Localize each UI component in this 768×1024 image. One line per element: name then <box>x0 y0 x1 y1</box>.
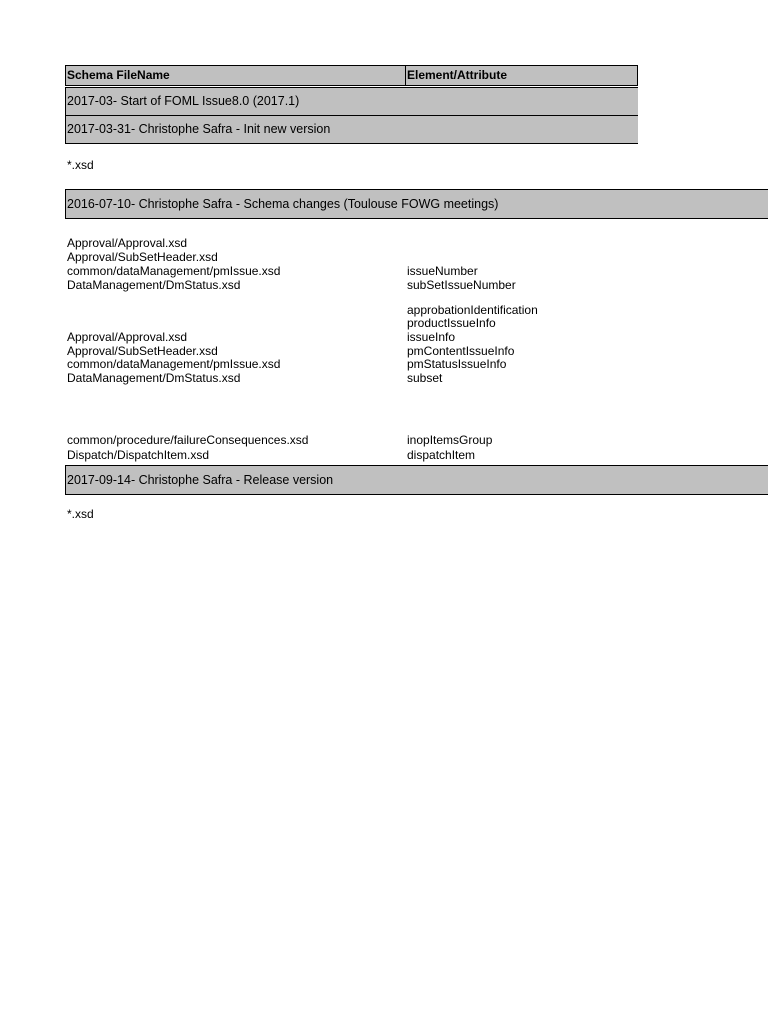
group3-element-2: dispatchItem <box>407 448 476 462</box>
group2-element-4: pmContentIssueInfo <box>407 344 515 358</box>
group3-element-1: inopItemsGroup <box>407 433 493 447</box>
group2-element-5: pmStatusIssueInfo <box>407 357 507 371</box>
band-init <box>65 115 638 144</box>
band-schema-changes <box>65 189 768 219</box>
header-cell-element-attribute <box>405 65 638 86</box>
band-issue80-text: 2017-03- Start of FOML Issue8.0 (2017.1) <box>67 94 300 108</box>
group2-element-3: issueInfo <box>407 330 456 344</box>
group1-file-2: Approval/SubSetHeader.xsd <box>67 250 218 264</box>
wildcard-xsd-2: *.xsd <box>67 507 94 521</box>
group1-element-2: subSetIssueNumber <box>407 278 516 292</box>
wildcard-xsd-1: *.xsd <box>67 158 94 172</box>
group2-file-4: DataManagement/DmStatus.xsd <box>67 371 241 385</box>
band-release <box>65 465 768 495</box>
group2-element-2: productIssueInfo <box>407 316 496 330</box>
band-issue80 <box>65 87 638 116</box>
band-schema-changes-text: 2016-07-10- Christophe Safra - Schema changes (Toulouse FOWG meetings) <box>67 197 499 211</box>
group2-file-3: common/dataManagement/pmIssue.xsd <box>67 357 281 371</box>
header-schema-filename: Schema FileName <box>67 68 170 82</box>
group2-file-1: Approval/Approval.xsd <box>67 330 188 344</box>
group1-file-3: common/dataManagement/pmIssue.xsd <box>67 264 281 278</box>
group1-file-4: DataManagement/DmStatus.xsd <box>67 278 241 292</box>
group2-element-1: approbationIdentification <box>407 303 538 317</box>
band-init-text: 2017-03-31- Christophe Safra - Init new version <box>67 122 331 136</box>
group3-file-2: Dispatch/DispatchItem.xsd <box>67 448 210 462</box>
group1-file-1: Approval/Approval.xsd <box>67 236 188 250</box>
band-release-text: 2017-09-14- Christophe Safra - Release version <box>67 473 334 487</box>
group3-file-1: common/procedure/failureConsequences.xsd <box>67 433 309 447</box>
header-element-attribute: Element/Attribute <box>407 68 508 82</box>
group2-element-6: subset <box>407 371 443 385</box>
group2-file-2: Approval/SubSetHeader.xsd <box>67 344 218 358</box>
header-cell-schema-filename <box>65 65 406 86</box>
group1-element-1: issueNumber <box>407 264 478 278</box>
